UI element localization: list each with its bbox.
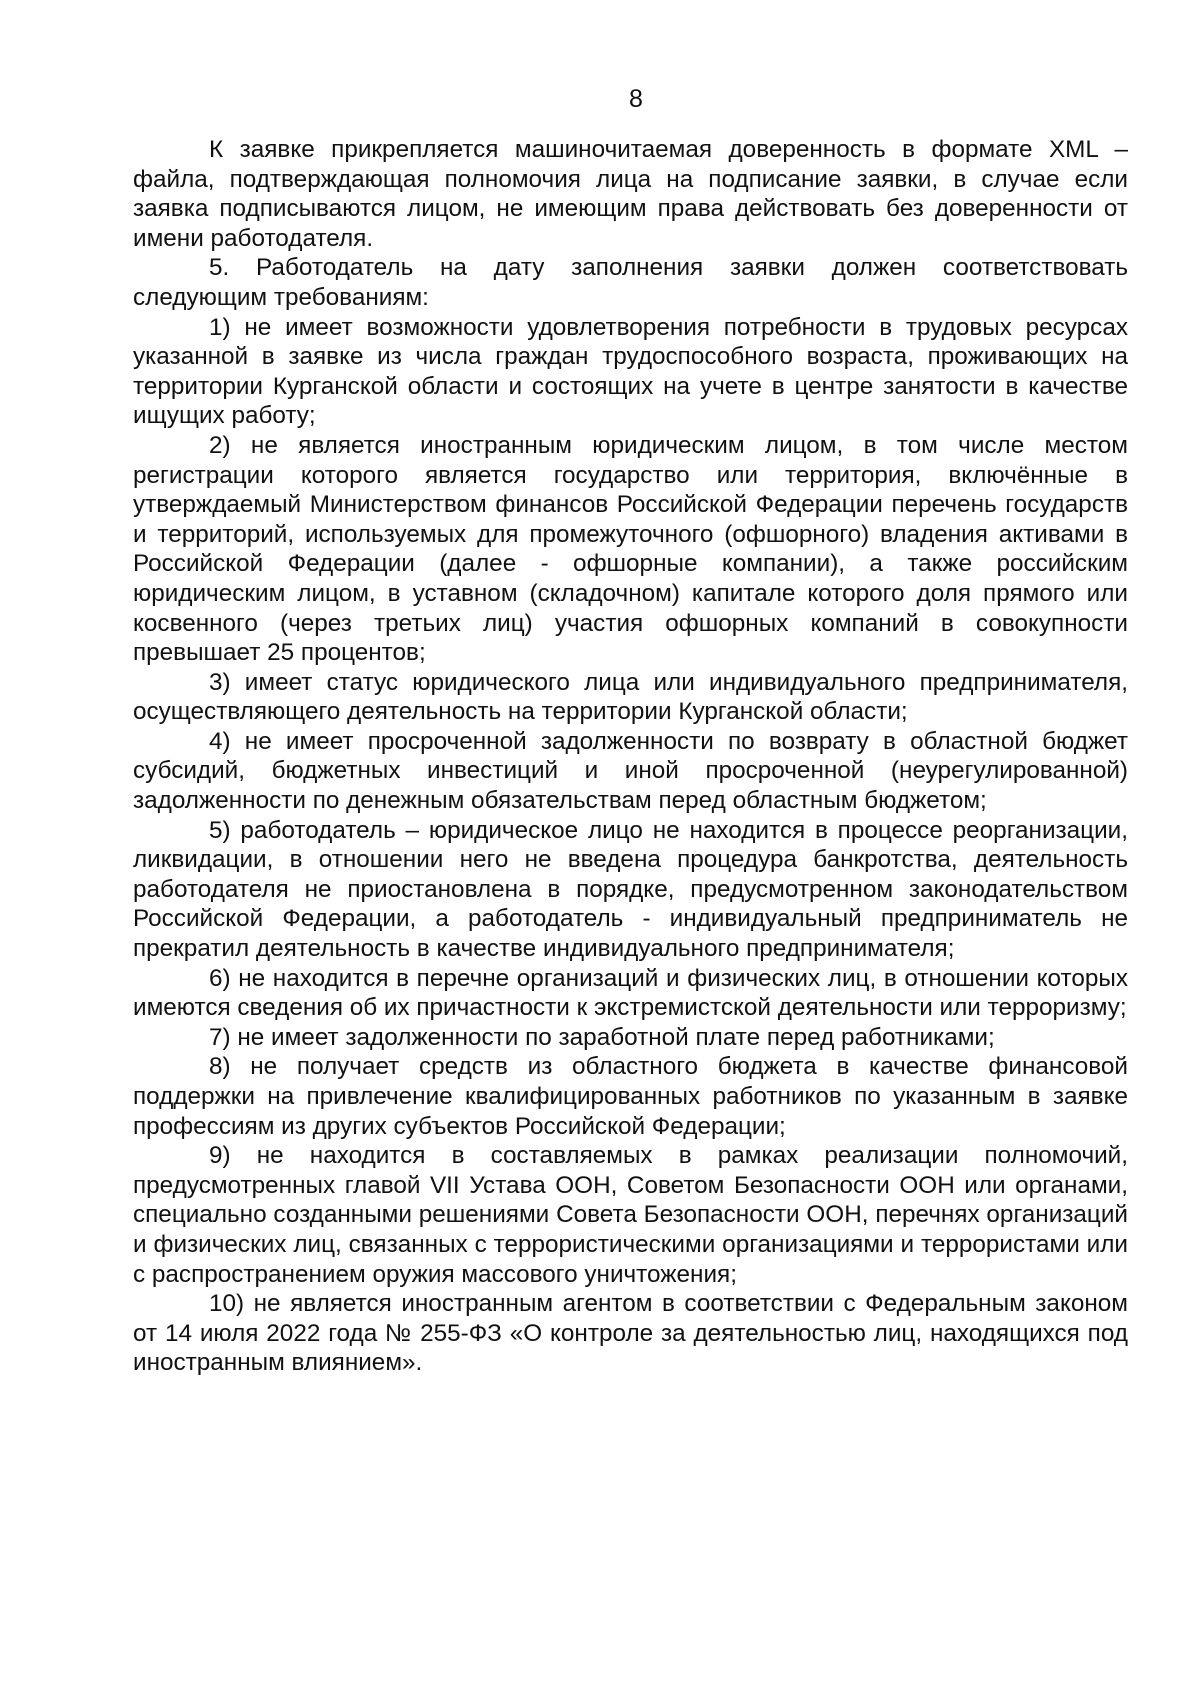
requirement-item-8: 8) не получает средств из областного бюджета в качестве финансовой поддержки на привлечение квалифицированных работников по указанным в заявке профессиям из других субъектов Российской Федерации; <box>133 1053 1128 1140</box>
requirement-item-4: 4) не имеет просроченной задолженности по возврату в областной бюджет субсидий, бюджетных инвестиций и иной просроченной (неурегулированной) задолженности по денежным обязательствам перед областным бюджетом; <box>133 727 1128 815</box>
paragraph-requirements-intro: 5. Работодатель на дату заполнения заявки должен соответствовать следующим требованиям: <box>133 254 1128 311</box>
page-number: 8 <box>629 85 643 113</box>
requirement-item-10: 10) не является иностранным агентом в соответствии с Федеральным законом от 14 июля 2022 года № 255-ФЗ «О контроле за деятельностью лиц, находящихся под иностранным влиянием». <box>133 1290 1128 1377</box>
requirement-item-7: 7) не имеет задолженности по заработной плате перед работниками; <box>209 1023 995 1051</box>
requirement-item-6: 6) не находится в перечне организаций и физических лиц, в отношении которых имеются сведения об их причастности к экстремистской деятельности или терроризму; <box>133 964 1128 1022</box>
requirement-item-2: 2) не является иностранным юридическим лицом, в том числе местом регистрации которого является государство или территория, включённые в утверждаемый Министерством финансов Российской Федерации перечень государств и территорий, используемых для промежуточного (офшорного) владения активами в Российской Федерации (далее - офшорные компании), а также российским юридическим лицом, в уставном (складочном) капитале которого доля прямого или косвенного (через третьих лиц) участия офшорных компаний в совокупности превышает 25 процентов; <box>133 431 1128 667</box>
document-body <box>133 135 1128 1378</box>
requirement-item-1: 1) не имеет возможности удовлетворения потребности в трудовых ресурсах указанной в заявке из числа граждан трудоспособного возраста, проживающих на территории Курганской области и состоящих на учете в центре занятости в качестве ищущих работу; <box>133 313 1128 430</box>
paragraph-power-of-attorney: К заявке прикрепляется машиночитаемая доверенность в формате XML – файла, подтверждающая полномочия лица на подписание заявки, в случае если заявка подписываются лицом, не имеющим права действовать без доверенности от имени работодателя. <box>133 136 1128 252</box>
requirement-item-5: 5) работодатель – юридическое лицо не находится в процессе реорганизации, ликвидации, в отношении него не введена процедура банкротства, деятельность работодателя не приостановлена в порядке, предусмотренном законодательством Российской Федерации, а работодатель - индивидуальный предприниматель не прекратил деятельность в качестве индивидуального предпринимателя; <box>133 816 1128 963</box>
requirement-item-3: 3) имеет статус юридического лица или индивидуального предпринимателя, осуществляющего деятельность на территории Курганской области; <box>133 668 1128 726</box>
requirement-item-9: 9) не находится в составляемых в рамках реализации полномочий, предусмотренных главой VII Устава ООН, Советом Безопасности ООН или органами, специально созданными решениями Совета Безопасности ООН, перечнях организаций и физических лиц, связанных с террористическими организациями и террористами или с распространением оружия массового уничтожения; <box>133 1142 1128 1288</box>
